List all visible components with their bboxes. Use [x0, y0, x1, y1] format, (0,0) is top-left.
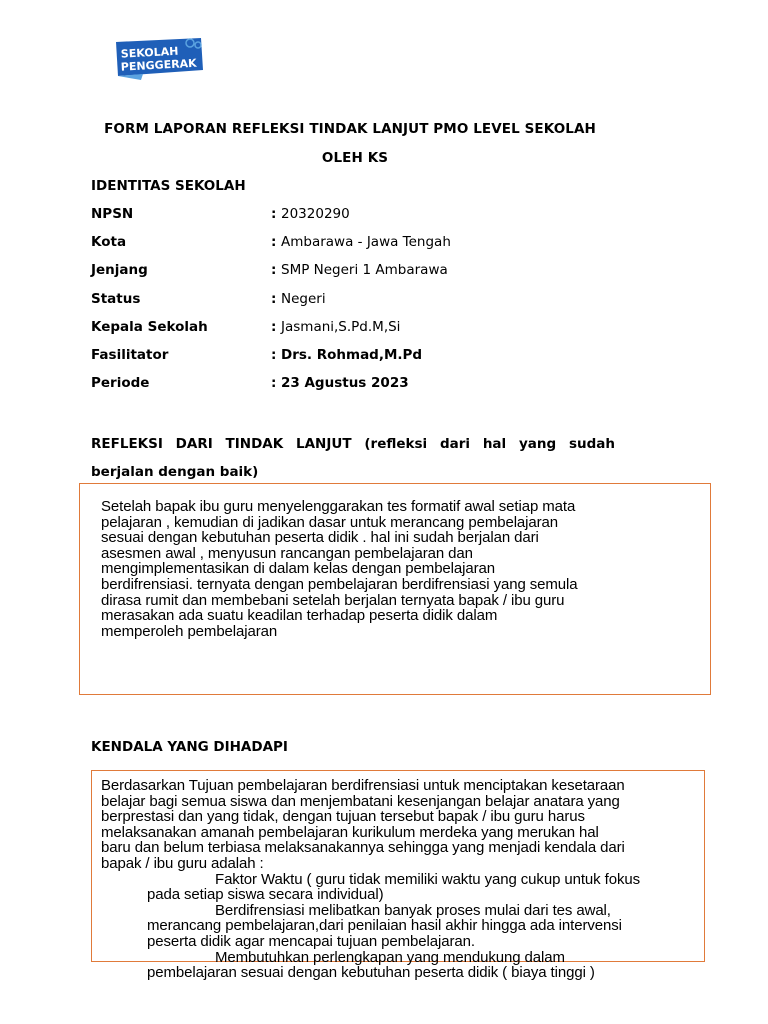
jenjang-colon: :: [271, 262, 277, 278]
jenjang-label: Jenjang: [91, 262, 148, 278]
kendala-item-2: Berdifrensiasi melibatkan banyak proses mulai dari tes awal,: [215, 901, 611, 919]
jenjang-value: SMP Negeri 1 Ambarawa: [281, 262, 448, 278]
kendala-intro-line: berprestasi dan yang tidak, dengan tujuan tersebut bapak / ibu guru harus: [101, 808, 585, 826]
kendala-intro-line: bapak / ibu guru adalah :: [101, 854, 264, 872]
refleksi-line: dirasa rumit dan membebani setelah berjalan ternyata bapak / ibu guru: [101, 591, 565, 609]
logo-text-line2: PENGGERAK: [120, 56, 197, 74]
fasilitator-value: Drs. Rohmad,M.Pd: [281, 347, 423, 363]
fasilitator-label: Fasilitator: [91, 347, 169, 363]
kota-label: Kota: [91, 234, 127, 250]
refleksi-line: memperoleh pembelajaran: [101, 622, 278, 640]
sekolah-penggerak-logo: [113, 36, 205, 80]
kendala-item-3-cont: pembelajaran sesuai dengan kebutuhan peserta didik ( biaya tinggi ): [147, 964, 595, 982]
kendala-item-2-cont: merancang pembelajaran,dari penilaian hasil akhir hingga ada intervensi: [147, 917, 622, 935]
periode-label: Periode: [91, 375, 150, 391]
refleksi-line: merasakan ada suatu keadilan terhadap peserta didik dalam: [101, 607, 498, 625]
kota-value: Ambarawa - Jawa Tengah: [281, 234, 451, 250]
refleksi-line: berdifrensiasi. ternyata dengan pembelajaran berdifrensiasi yang semula: [101, 575, 578, 593]
kendala-intro-line: belajar bagi semua siswa dan menjembatani kesenjangan belajar anatara yang: [101, 792, 620, 810]
periode-colon: :: [271, 375, 277, 391]
identitas-heading: IDENTITAS SEKOLAH: [91, 178, 246, 194]
periode-value: 23 Agustus 2023: [281, 375, 409, 391]
refleksi-line: Setelah bapak ibu guru menyelenggarakan tes formatif awal setiap mata: [101, 498, 576, 515]
refleksi-heading: REFLEKSI DARI TINDAK LANJUT (refleksi dari hal yang sudah: [91, 436, 615, 452]
fasilitator-colon: :: [271, 347, 277, 363]
npsn-value: 20320290: [281, 206, 350, 222]
status-value: Negeri: [281, 291, 326, 307]
status-colon: :: [271, 291, 277, 307]
kota-colon: :: [271, 234, 277, 250]
kendala-intro-line: melaksanakan amanah pembelajaran kurikulum merdeka yang merukan hal: [101, 823, 599, 841]
refleksi-heading-cont: berjalan dengan baik): [91, 464, 259, 480]
logo-text-line1: SEKOLAH: [120, 44, 179, 61]
kendala-heading: KENDALA YANG DIHADAPI: [91, 739, 288, 755]
kendala-intro-line: Berdasarkan Tujuan pembelajaran berdifrensiasi untuk menciptakan kesetaraan: [101, 777, 625, 794]
refleksi-line: sesuai dengan kebutuhan peserta didik . hal ini sudah berjalan dari: [101, 529, 539, 547]
form-title: FORM LAPORAN REFLEKSI TINDAK LANJUT PMO LEVEL SEKOLAH: [104, 121, 596, 137]
refleksi-line: asesmen awal , menyusun rancangan pembelajaran dan: [101, 544, 473, 562]
npsn-colon: :: [271, 206, 277, 222]
kendala-item-3: Membutuhkan perlengkapan yang mendukung dalam: [215, 948, 565, 966]
kepala-sekolah-value: Jasmani,S.Pd.M,Si: [281, 319, 401, 335]
kendala-text: [101, 778, 731, 981]
refleksi-line: mengimplementasikan di dalam kelas dengan pembelajaran: [101, 560, 496, 578]
refleksi-text: [101, 499, 681, 639]
kendala-item-1: Faktor Waktu ( guru tidak memiliki waktu yang cukup untuk fokus: [215, 870, 640, 888]
kendala-item-1-cont: pada setiap siswa secara individual): [147, 886, 384, 904]
status-label: Status: [91, 291, 141, 307]
kepala-sekolah-colon: :: [271, 319, 277, 335]
kendala-item-2-cont: peserta didik agar mencapai tujuan pembelajaran.: [147, 932, 475, 950]
npsn-label: NPSN: [91, 206, 134, 222]
kepala-sekolah-label: Kepala Sekolah: [91, 319, 208, 335]
kendala-intro-line: baru dan belum terbiasa melaksanakannya sehingga yang menjadi kendala dari: [101, 839, 625, 857]
form-subtitle: OLEH KS: [321, 150, 389, 166]
refleksi-line: pelajaran , kemudian di jadikan dasar untuk merancang pembelajaran: [101, 513, 559, 531]
